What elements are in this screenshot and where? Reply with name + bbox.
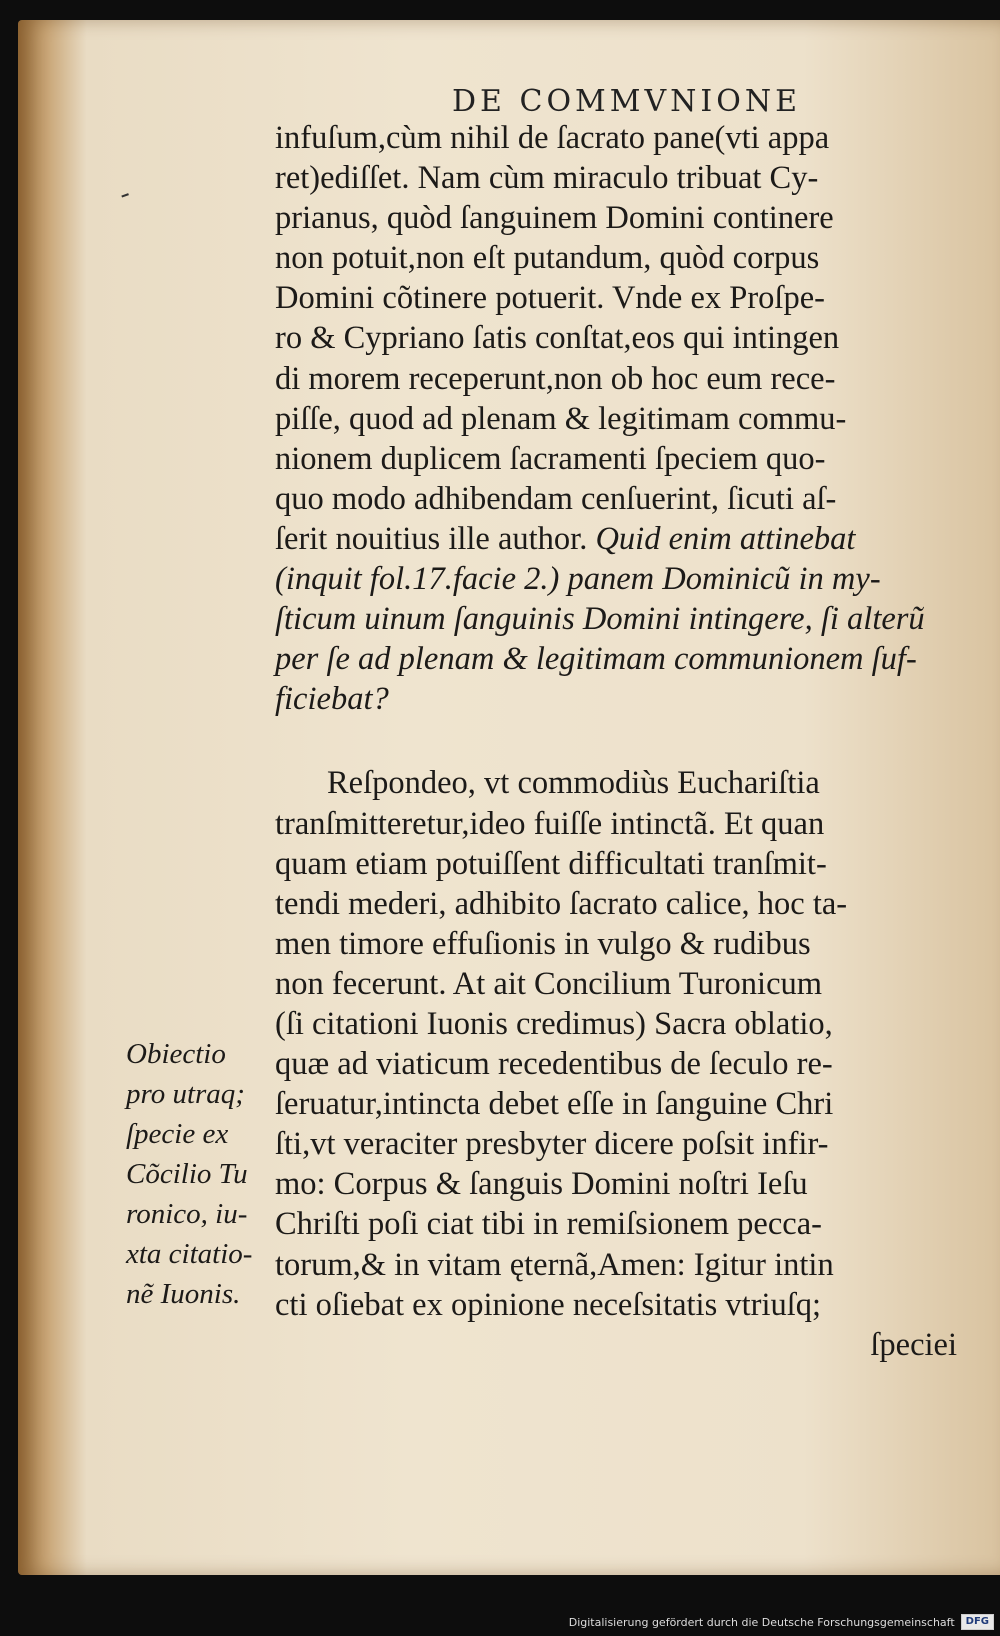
- text-line: mo: Corpus & ſanguis Domini noſtri Ieſu: [275, 1166, 808, 1203]
- dfg-logo-icon: DFG: [961, 1614, 994, 1630]
- text-line: torum,& in vitam ęternã,Amen: Igitur intin: [275, 1246, 834, 1283]
- margin-note-line: nẽ Iuonis.: [126, 1278, 241, 1310]
- paragraph-gap: [275, 719, 965, 763]
- text-line: infuſum,cùm nihil de ſacrato pane(vti appa: [275, 120, 830, 156]
- catchword: ſpeciei: [870, 1326, 957, 1363]
- margin-note-line: pro utraq;: [126, 1078, 245, 1110]
- margin-mark: -: [114, 177, 135, 210]
- quote-line: ficiebat?: [275, 681, 389, 718]
- margin-note-line: Cõcilio Tu: [126, 1158, 248, 1190]
- text-line: piſſe, quod ad plenam & legitimam commu-: [275, 400, 847, 437]
- text-line: Chriſti poſi ciat tibi in remiſsionem pecca-: [275, 1206, 822, 1243]
- text-line: (ſi citationi Iuonis credimus) Sacra oblatio,: [275, 1005, 833, 1042]
- text-line: ro & Cypriano ſatis conſtat,eos qui intingen: [275, 320, 840, 357]
- text-segment: ſerit nouitius ille author.: [275, 520, 588, 557]
- text-line: di morem receperunt,non ob hoc eum rece-: [275, 360, 836, 397]
- text-line: ret)ediſſet. Nam cùm miraculo tribuat Cy-: [275, 160, 819, 197]
- text-line: Domini cõtinere potuerit. Vnde ex Proſpe-: [275, 280, 825, 317]
- quote-line: per ſe ad plenam & legitimam communionem ſuf-: [275, 641, 917, 678]
- text-line: ſti,vt veraciter presbyter dicere poſsit infir-: [275, 1126, 829, 1163]
- text-line: tendi mederi, adhibito ſacrato calice, hoc ta-: [275, 885, 848, 922]
- text-line: nionem duplicem ſacramenti ſpeciem quo-: [275, 440, 826, 477]
- margin-note-line: xta citatio-: [126, 1238, 253, 1270]
- main-text-block: [275, 118, 965, 1365]
- text-line: quam etiam potuiſſent difficultati tranſmit-: [275, 845, 827, 882]
- quote-intro: Quid enim attinebat: [595, 520, 856, 557]
- text-line: tranſmitteretur,ideo fuiſſe intinctã. Et quan: [275, 805, 825, 842]
- text-line: Reſpondeo, vt commodiùs Euchariſtia: [327, 765, 820, 802]
- digitization-footer: [569, 1612, 994, 1632]
- text-line: [275, 519, 965, 559]
- text-line: non potuit,non eſt putandum, quòd corpus: [275, 240, 820, 277]
- text-line: quo modo adhibendam cenſuerint, ſicuti aſ-: [275, 480, 837, 517]
- margin-note-line: ſpecie ex: [126, 1118, 229, 1150]
- margin-note-line: Obiectio: [126, 1038, 226, 1070]
- text-line: non fecerunt. At ait Concilium Turonicum: [275, 965, 823, 1002]
- quote-line: (inquit fol.17.facie 2.) panem Dominicũ in my-: [275, 561, 881, 598]
- footer-text: Digitalisierung gefördert durch die Deutsche Forschungsgemeinschaft: [568, 1615, 955, 1629]
- margin-note-line: ronico, iu-: [126, 1198, 248, 1230]
- text-line: quæ ad viaticum recedentibus de ſeculo re-: [275, 1046, 833, 1083]
- quote-line: ſticum uinum ſanguinis Domini intingere, ſi alterũ: [275, 601, 925, 638]
- text-line: ſeruatur,intincta debet eſſe in ſanguine Chri: [275, 1086, 834, 1123]
- running-header: DE COMMVNIONE: [452, 84, 801, 119]
- text-line: prianus, quòd ſanguinem Domini continere: [275, 200, 834, 237]
- text-line: men timore effuſionis in vulgo & rudibus: [275, 925, 811, 962]
- text-line: cti oſiebat ex opinione neceſsitatis vtriuſq;: [275, 1286, 822, 1323]
- margin-note: [126, 1034, 252, 1314]
